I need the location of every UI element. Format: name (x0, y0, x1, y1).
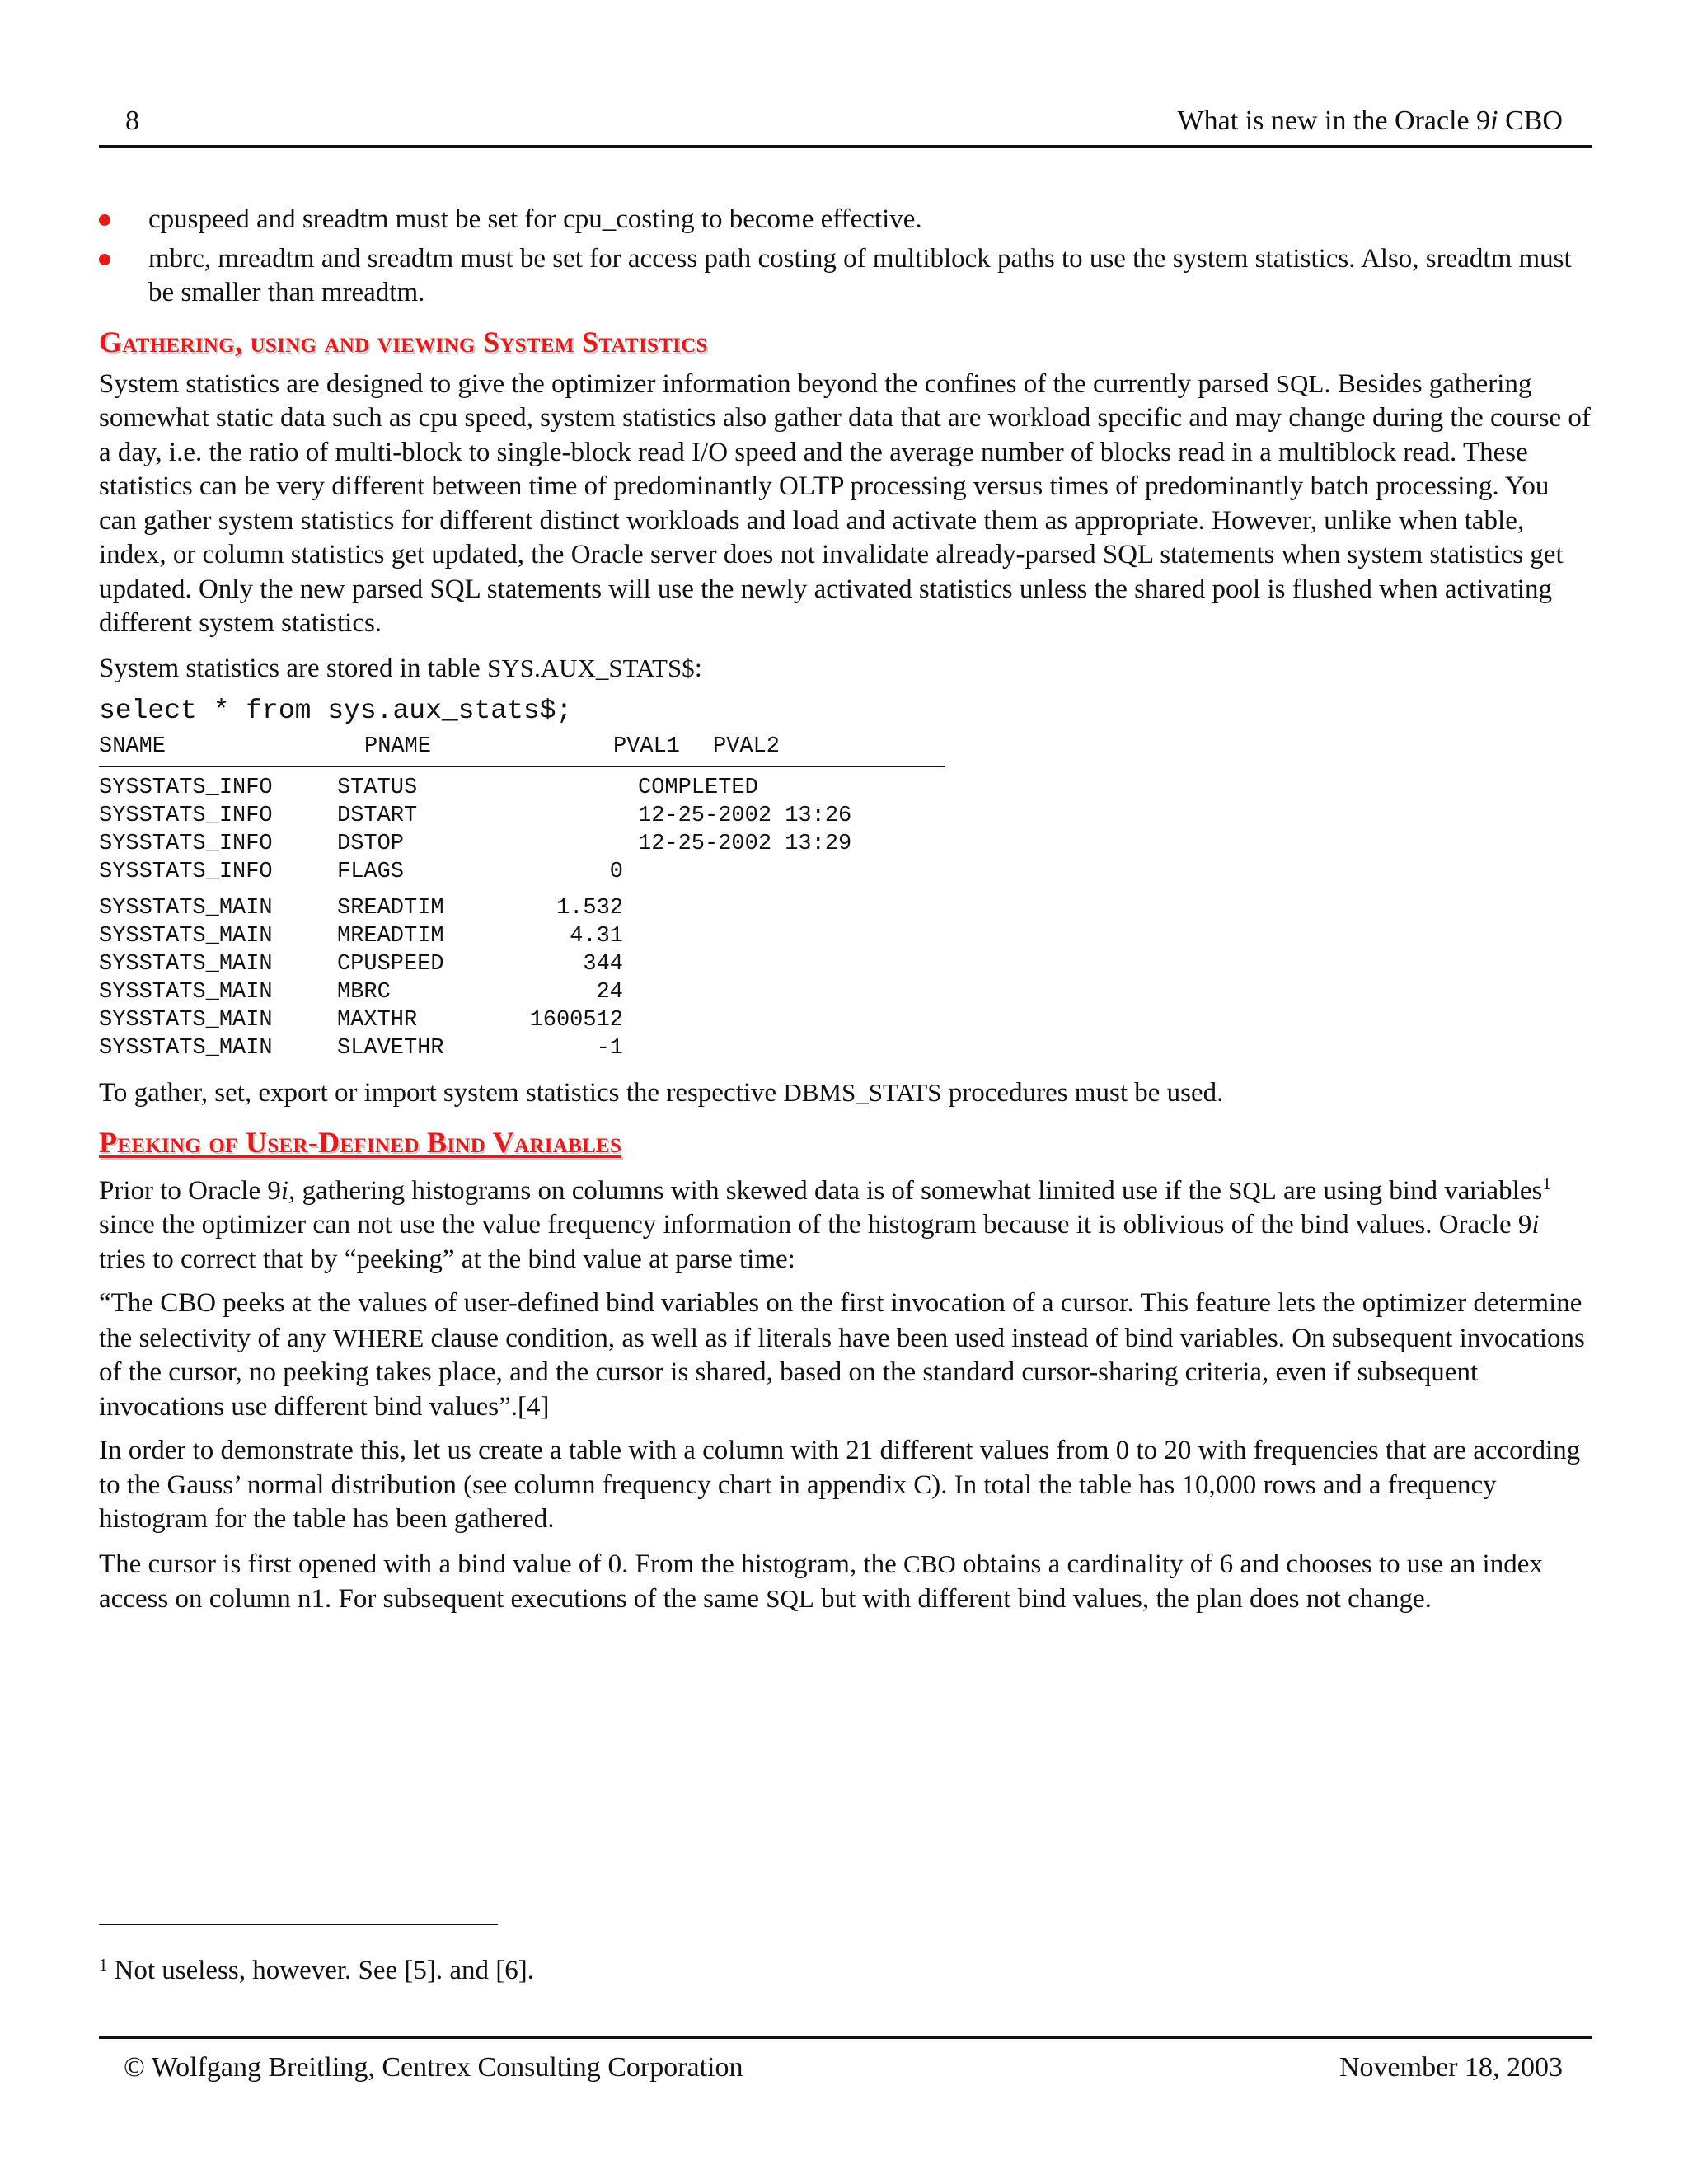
paragraph: System statistics are designed to give the optimizer information beyond the confines of the currently parsed SQL. Besides gathering somewhat static data such as cpu speed, system statistics also gather data that are workload specific and may change during the course of a day, i.e. the ratio of multi-block to single-block read I/O speed and the average number of blocks read in a multiblock read. These statistics can be very different between time of predominantly OLTP processing versus times of predominantly batch processing. You can gather system statistics for different distinct workloads and load and activate them as appropriate. However, unlike when table, index, or column statistics get updated, the Oracle server does not invalidate already-parsed SQL statements when system statistics get updated. Only the new parsed SQL statements will use the newly activated statistics unless the shared pool is flushed when activating different system statistics. (99, 368, 1591, 638)
bullet-list (99, 203, 1592, 311)
sql-code-line: select * from sys.aux_stats$; (99, 696, 573, 726)
table-row: SYSSTATS_MAIN CPUSPEED 344 (99, 952, 623, 977)
column-header: PVAL2 (713, 734, 781, 759)
page-body (99, 203, 1592, 1627)
table-row: SYSSTATS_MAIN MAXTHR 1600512 (99, 1008, 623, 1033)
column-header: SNAME (99, 734, 166, 759)
table-row: SYSSTATS_MAIN SLAVETHR -1 (99, 1036, 623, 1061)
footnote: $^1$ Not useless, however. See [5]. and [6]. (99, 1955, 535, 1985)
bullet-icon (99, 214, 110, 226)
paragraph: To gather, set, export or import system statistics the respective DBMS_STATS procedures must be used. (99, 1078, 1224, 1108)
paragraph: The cursor is first opened with a bind value of 0. From the histogram, the CBO obtains a cardinality of 6 and chooses to use an index access on column n1. For subsequent executions of the same SQL but with different bind values, the plan does not change. (99, 1549, 1543, 1614)
list-item: cpuspeed and sreadtm must be set for cpu_costing to become effective. (99, 203, 1592, 237)
bullet-icon (99, 254, 110, 265)
page-footer (99, 2036, 1592, 2083)
page-number: 8 (125, 105, 139, 136)
section-heading-system-statistics: Gathering, using and viewing System Statistics (99, 325, 708, 359)
quote-paragraph: “The CBO peeks at the values of user-defined bind variables on the first invocation of a cursor. This feature lets the optimizer determine the selectivity of any WHERE clause condition, as well as if literals have been used instead of bind variables. On subsequent invocations of the cursor, no peeking takes place, and the cursor is shared, based on the standard cursor-sharing criteria, even if subsequent invocations use different bind values”.[4] (99, 1288, 1585, 1422)
table-row: SYSSTATS_INFO DSTOP 12-25-2002 13:29 (99, 832, 852, 856)
table-row: SYSSTATS_INFO STATUS COMPLETED (99, 776, 758, 800)
footnote-separator (99, 1924, 498, 1925)
column-header: PNAME (364, 734, 432, 759)
footnote-ref: 1 (1542, 1173, 1551, 1193)
section-heading-bind-peeking: Peeking of User-Defined Bind Variables (99, 1125, 622, 1159)
page-header (99, 105, 1592, 148)
table-row: SYSSTATS_INFO FLAGS 0 (99, 860, 623, 884)
table-group-info (99, 776, 945, 888)
table-row: SYSSTATS_MAIN MBRC 24 (99, 980, 623, 1005)
paragraph: Prior to Oracle 9i, gathering histograms on columns with skewed data is of somewhat limited use if the SQL are using bind variables$^1$ since the optimizer can not use the value frequency information of the histogram because it is oblivious of the bind values. Oracle 9i tries to correct that by “peeking” at the bind value at parse time: (99, 1173, 1551, 1274)
column-header: PVAL1 (613, 734, 681, 759)
copyright: © Wolfgang Breitling, Centrex Consulting Corporation (124, 2052, 743, 2083)
table-header (99, 734, 945, 767)
paragraph: System statistics are stored in table SYS.AUX_STATS$: (99, 653, 702, 683)
paragraph: In order to demonstrate this, let us create a table with a column with 21 different values from 0 to 20 with frequencies that are according to the Gauss’ normal distribution (see column frequency chart in appendix C). In total the table has 10,000 rows and a frequency histogram for the table has been gathered. (99, 1436, 1581, 1534)
table-row: SYSSTATS_MAIN SREADTIM 1.532 (99, 896, 623, 921)
list-item: mbrc, mreadtm and sreadtm must be set for access path costing of multiblock paths to use the system statistics. Also, sreadtm must be smaller than mreadtm. (99, 242, 1592, 311)
running-title: What is new in the Oracle 9i CBO (1177, 105, 1563, 136)
date: November 18, 2003 (1339, 2052, 1563, 2083)
aux-stats-table (99, 734, 945, 1064)
table-row: SYSSTATS_MAIN MREADTIM 4.31 (99, 924, 623, 949)
table-group-main (99, 896, 945, 1064)
table-row: SYSSTATS_INFO DSTART 12-25-2002 13:26 (99, 804, 852, 828)
